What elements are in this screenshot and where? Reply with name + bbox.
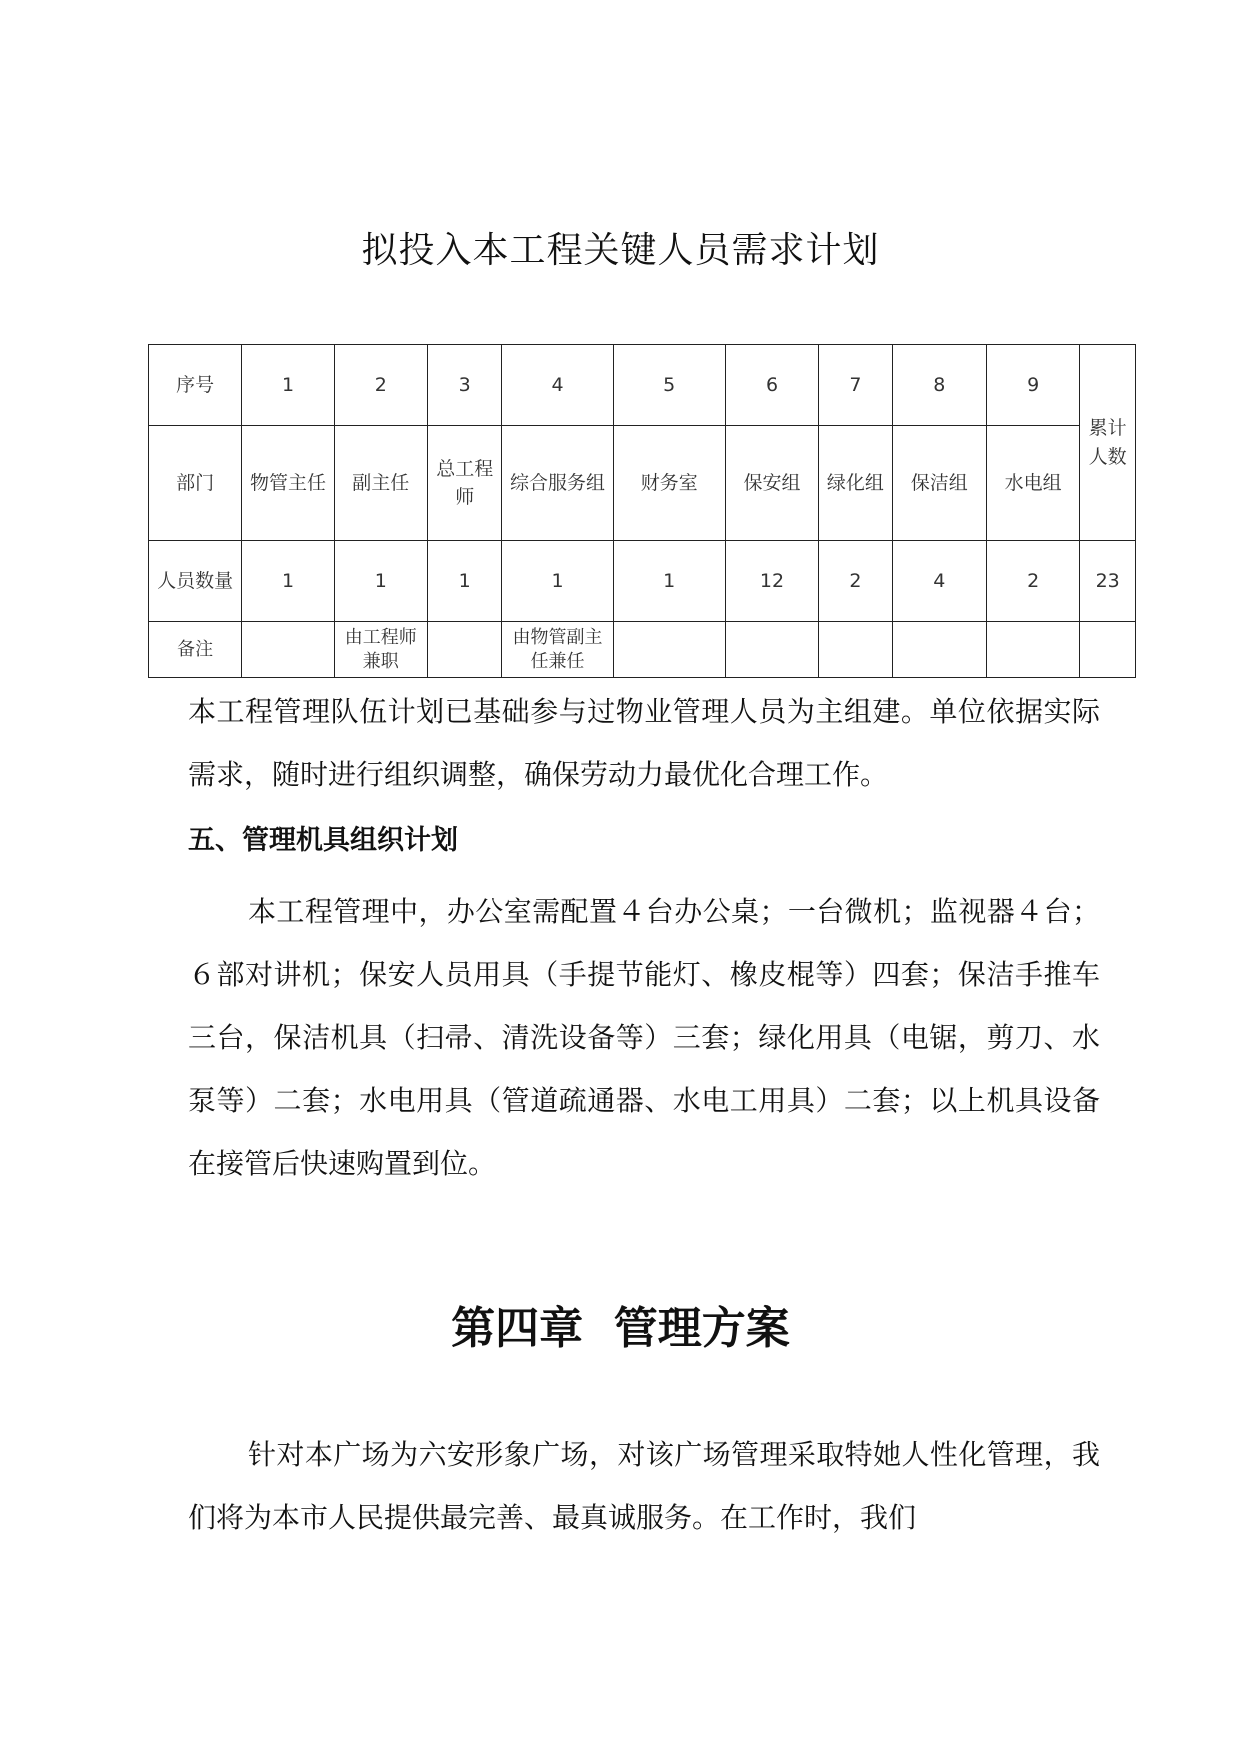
table-cell: 1 xyxy=(242,345,334,426)
section-heading: 五、管理机具组织计划 xyxy=(188,825,458,856)
table-cell: 保洁组 xyxy=(892,426,986,541)
row-label-count: 人员数量 xyxy=(149,541,242,622)
table-cell: 财务室 xyxy=(613,426,725,541)
table-cell: 1 xyxy=(334,541,427,622)
table-row xyxy=(149,426,1136,541)
row-label-index: 序号 xyxy=(149,345,242,426)
table-cell xyxy=(819,622,892,678)
chapter-heading: 第四章 管理方案 xyxy=(451,1303,790,1354)
table-cell xyxy=(987,622,1080,678)
table-cell: 1 xyxy=(427,541,501,622)
table-cell: 1 xyxy=(502,541,613,622)
table-cell: 水电组 xyxy=(987,426,1080,541)
staff-plan-table xyxy=(148,344,1136,678)
table-cell: 保安组 xyxy=(725,426,818,541)
total-count-cell: 23 xyxy=(1080,541,1136,622)
table-cell xyxy=(892,622,986,678)
table-cell: 12 xyxy=(725,541,818,622)
total-header-cell: 累计人数 xyxy=(1080,345,1136,541)
table-cell: 2 xyxy=(987,541,1080,622)
row-label-note: 备注 xyxy=(149,622,242,678)
table-cell: 5 xyxy=(613,345,725,426)
table-cell: 7 xyxy=(819,345,892,426)
row-label-dept: 部门 xyxy=(149,426,242,541)
table-cell: 8 xyxy=(892,345,986,426)
table-cell: 由工程师兼职 xyxy=(334,622,427,678)
table-cell xyxy=(427,622,501,678)
staffing-paragraph: 本工程管理队伍计划已基础参与过物业管理人员为主组建。单位依据实际需求，随时进行组织调整，确保劳动力最优化合理工作。 xyxy=(188,695,1100,791)
table-cell: 9 xyxy=(987,345,1080,426)
table-cell: 总工程师 xyxy=(427,426,501,541)
table-cell: 2 xyxy=(334,345,427,426)
document-title: 拟投入本工程关键人员需求计划 xyxy=(361,230,880,271)
table-cell: 2 xyxy=(819,541,892,622)
table-row xyxy=(149,345,1136,426)
table-cell xyxy=(725,622,818,678)
table-row xyxy=(149,622,1136,678)
total-note-cell xyxy=(1080,622,1136,678)
table-cell: 物管主任 xyxy=(242,426,334,541)
table-cell: 由物管副主任兼任 xyxy=(502,622,613,678)
table-cell: 3 xyxy=(427,345,501,426)
table-cell: 4 xyxy=(892,541,986,622)
table-cell xyxy=(613,622,725,678)
table-cell xyxy=(242,622,334,678)
table-cell: 1 xyxy=(613,541,725,622)
table-cell: 4 xyxy=(502,345,613,426)
table-cell: 1 xyxy=(242,541,334,622)
equipment-paragraph: 本工程管理中，办公室需配置４台办公桌；一台微机；监视器４台；６部对讲机；保安人员用具（手提节能灯、橡皮棍等）四套；保洁手推车三台，保洁机具（扫帚、清洗设备等）三套；绿化用具（电锯，剪刀、水泵等）二套；水电用具（管道疏通器、水电工用具）二套；以上机具设备在接管后快速购置到位。 xyxy=(188,895,1100,1180)
table-cell: 副主任 xyxy=(334,426,427,541)
table-cell: 综合服务组 xyxy=(502,426,613,541)
management-paragraph: 针对本广场为六安形象广场，对该广场管理采取特她人性化管理，我们将为本市人民提供最完善、最真诚服务。在工作时，我们 xyxy=(188,1438,1100,1534)
table-row xyxy=(149,541,1136,622)
table-cell: 绿化组 xyxy=(819,426,892,541)
table-cell: 6 xyxy=(725,345,818,426)
